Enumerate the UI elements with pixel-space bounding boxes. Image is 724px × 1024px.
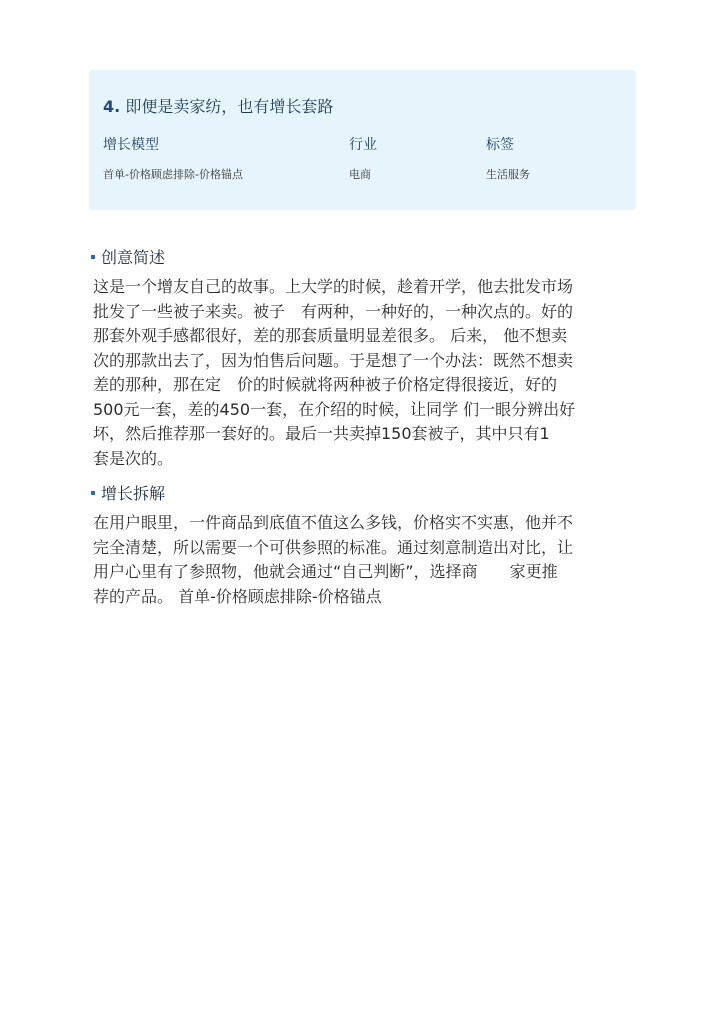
analysis-paragraph xyxy=(93,511,638,609)
analysis-line: 荐的产品。 首单-价格顾虑排除-价格锚点 xyxy=(93,586,382,606)
header-industry: 行业 xyxy=(349,137,377,153)
value-tags: 生活服务 xyxy=(486,168,530,181)
case-title-text: 即便是卖家纺，也有增长套路 xyxy=(125,97,334,116)
header-tags: 标签 xyxy=(486,137,514,153)
summary-line: 批发了一些被子来卖。被子 有两种，一种好的，一种次点的。好的 xyxy=(93,301,574,321)
bullet-marker-icon xyxy=(91,255,95,259)
summary-line: 差的那种，那在定 价的时候就将两种被子价格定得很接近，好的 xyxy=(93,375,558,394)
summary-line: 坏，然后推荐那一套好的。最后一共卖掉150套被子，其中只有1 xyxy=(93,424,550,443)
summary-heading-text: 创意简述 xyxy=(101,248,166,267)
summary-paragraph xyxy=(93,275,638,471)
case-title xyxy=(103,94,333,117)
analysis-heading-text: 增长拆解 xyxy=(101,484,166,503)
section-heading-analysis xyxy=(91,481,165,504)
analysis-line: 在用户眼里，一件商品到底值不值这么多钱，价格实不实惠，他并不 xyxy=(93,513,574,532)
header-growth-model: 增长模型 xyxy=(103,137,159,153)
value-industry: 电商 xyxy=(349,168,371,181)
summary-line: 次的那款出去了，因为怕售后问题。于是想了一个办法：既然不想卖 xyxy=(93,350,574,370)
value-growth-model: 首单-价格顾虑排除-价格锚点 xyxy=(103,168,243,181)
analysis-line: 完全清楚，所以需要一个可供参照的标准。通过刻意制造出对比，让 xyxy=(93,537,574,557)
summary-line: 套是次的。 xyxy=(93,448,174,468)
analysis-line: 用户心里有了参照物，他就会通过“自己判断”，选择商 家更推 xyxy=(93,562,558,581)
summary-line: 这是一个增友自己的故事。上大学的时候，趁着开学，他去批发市场 xyxy=(93,277,574,296)
section-heading-summary xyxy=(91,245,165,268)
case-number: 4. xyxy=(103,97,121,116)
bullet-marker-icon xyxy=(91,491,95,495)
summary-line: 那套外观手感都很好，差的那套质量明显差很多。 后来， 他不想卖 xyxy=(93,326,568,345)
growth-case-card xyxy=(89,70,636,210)
summary-line: 500元一套，差的450一套，在介绍的时候，让同学 们一眼分辨出好 xyxy=(93,399,576,419)
